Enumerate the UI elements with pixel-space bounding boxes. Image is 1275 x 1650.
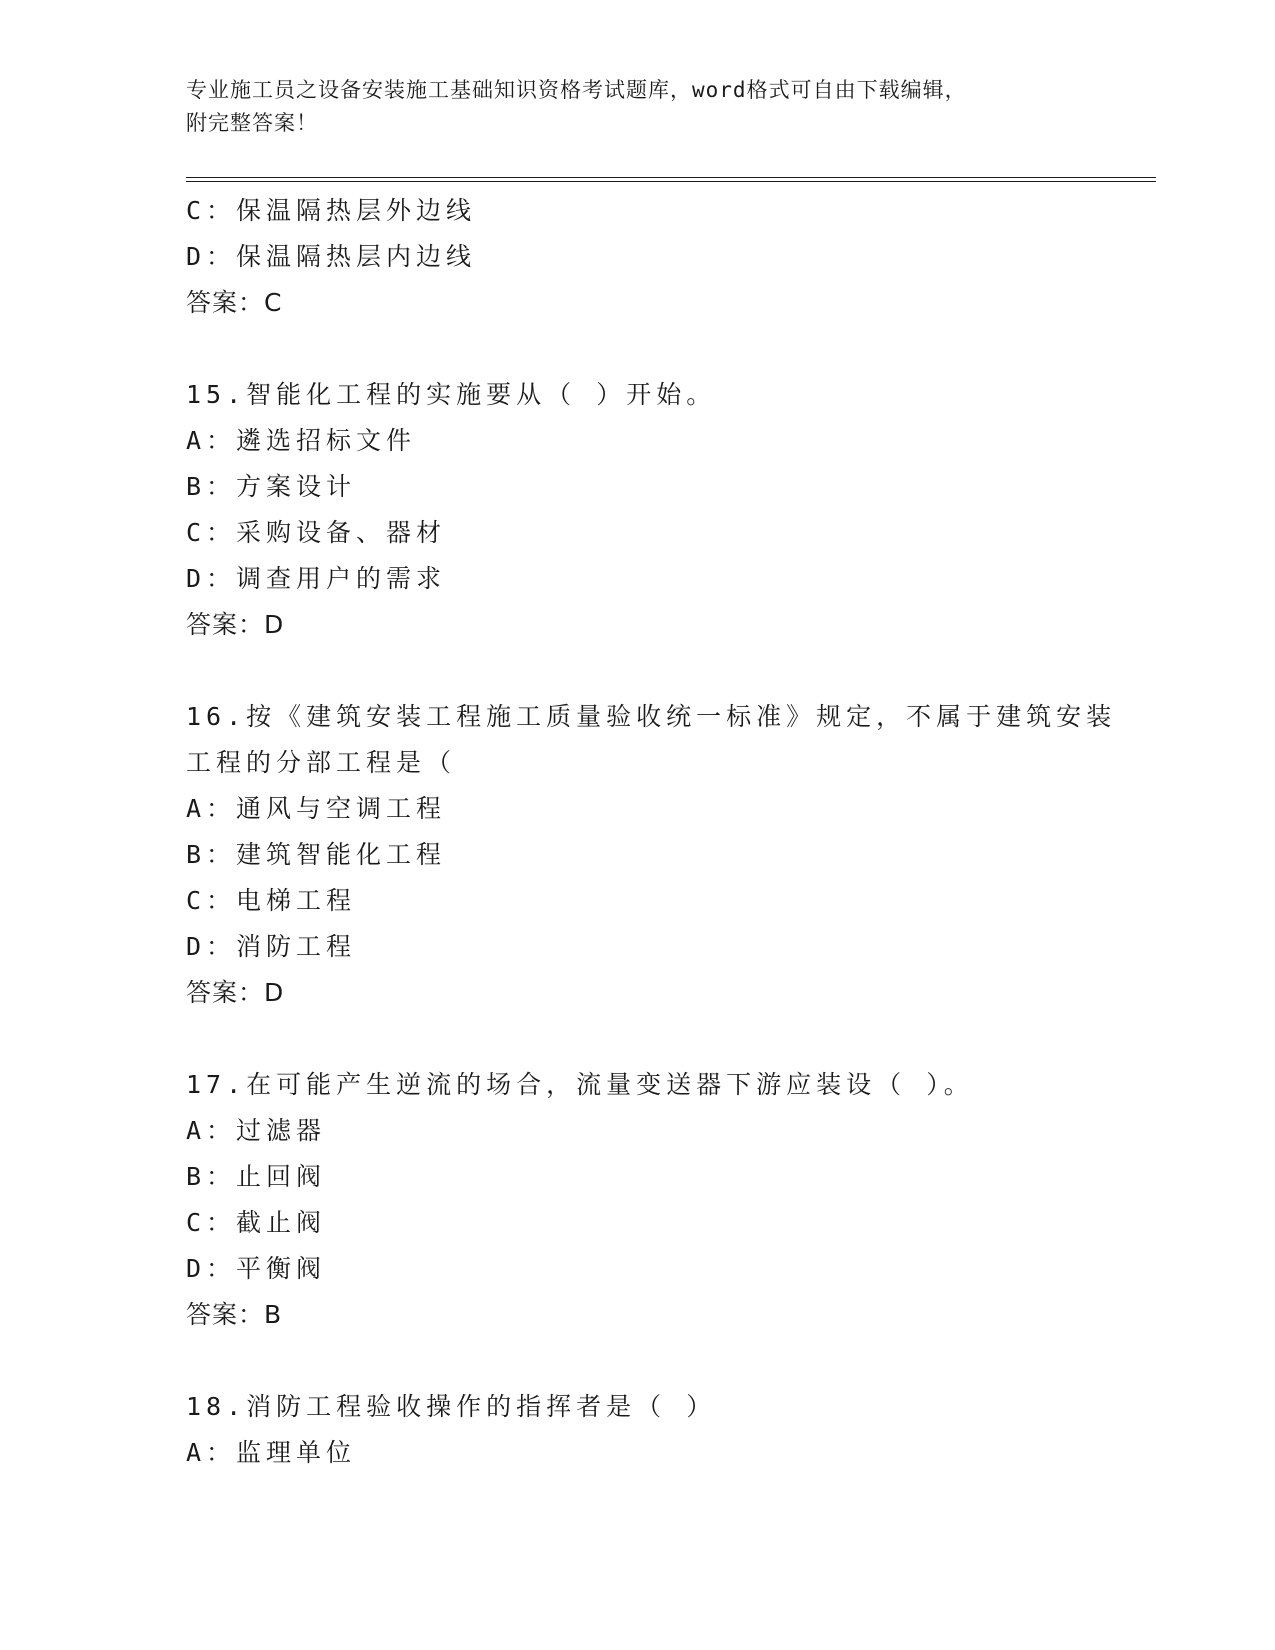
option-c: C：电梯工程 <box>186 886 357 915</box>
header-divider <box>186 177 1156 182</box>
option-b: B：建筑智能化工程 <box>186 840 447 869</box>
answer: 答案：C <box>186 288 283 317</box>
option-d: D：调查用户的需求 <box>186 564 447 593</box>
question-stem-line-1: 16.按《建筑安装工程施工质量验收统一标准》规定，不属于建筑安装 <box>186 702 1117 731</box>
option-b: B：方案设计 <box>186 472 357 501</box>
answer: 答案：D <box>186 978 285 1007</box>
answer: 答案：B <box>186 1300 283 1329</box>
document-header <box>186 74 1086 140</box>
option-a: A：遴选招标文件 <box>186 426 417 455</box>
option-c: C：保温隔热层外边线 <box>186 196 477 225</box>
option-a: A：通风与空调工程 <box>186 794 447 823</box>
option-d: D：保温隔热层内边线 <box>186 242 477 271</box>
option-d: D：平衡阀 <box>186 1254 327 1283</box>
option-c: C：采购设备、器材 <box>186 518 447 547</box>
option-d: D：消防工程 <box>186 932 357 961</box>
header-line-1: 专业施工员之设备安装施工基础知识资格考试题库，word格式可自由下载编辑， <box>186 78 967 102</box>
question-17 <box>186 1062 1156 1338</box>
question-stem: 17.在可能产生逆流的场合，流量变送器下游应装设（ ）。 <box>186 1070 974 1099</box>
question-stem-line-2: 工程的分部工程是（ <box>186 748 457 777</box>
option-c: C：截止阀 <box>186 1208 327 1237</box>
header-line-2: 附完整答案！ <box>186 111 318 135</box>
question-18 <box>186 1384 1156 1476</box>
question-stem: 15.智能化工程的实施要从（ ）开始。 <box>186 380 717 409</box>
question-16 <box>186 694 1156 1016</box>
option-a: A：过滤器 <box>186 1116 327 1145</box>
question-stem: 18.消防工程验收操作的指挥者是（ ） <box>186 1392 717 1421</box>
question-14-continued <box>186 188 1156 326</box>
document-page <box>186 0 1156 1650</box>
option-a: A：监理单位 <box>186 1438 357 1467</box>
question-15 <box>186 372 1156 648</box>
option-b: B：止回阀 <box>186 1162 327 1191</box>
answer: 答案：D <box>186 610 285 639</box>
question-list <box>186 188 1156 1476</box>
